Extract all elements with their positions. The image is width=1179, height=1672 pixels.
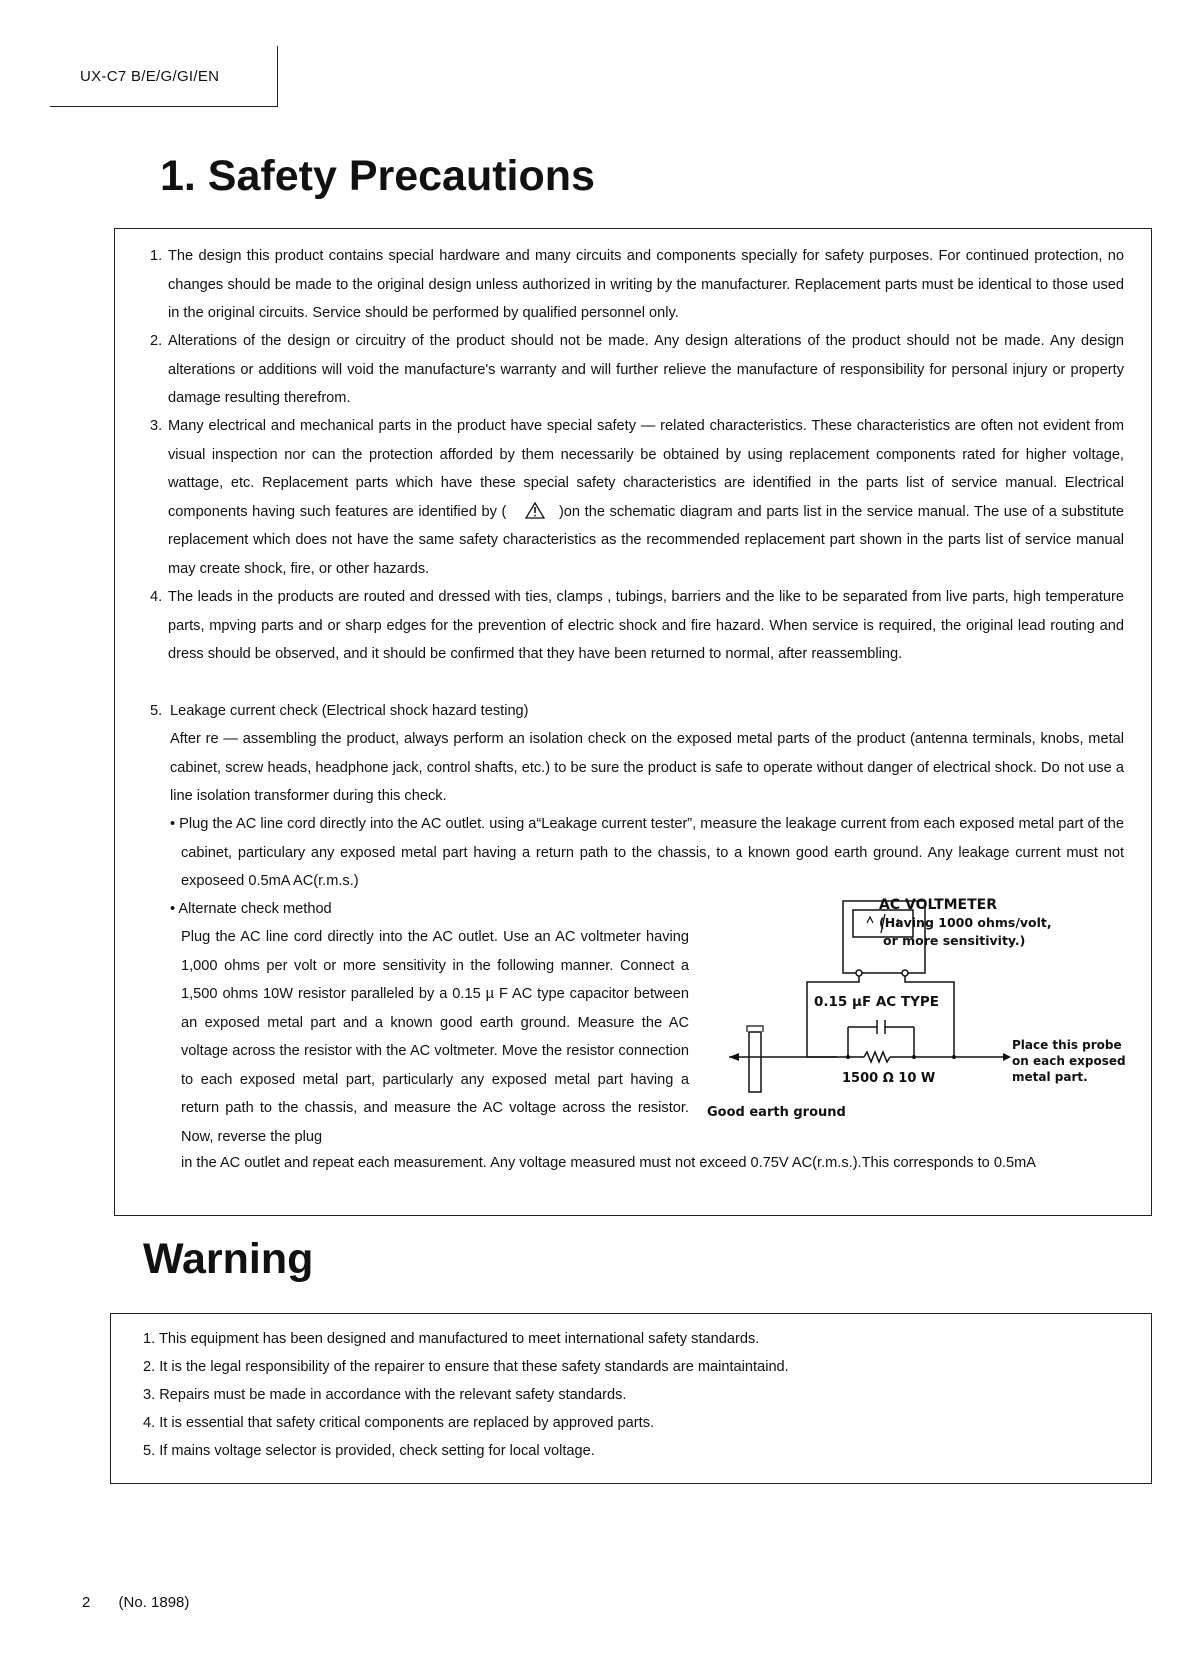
safety-item-5-heading: Leakage current check (Electrical shock hazard testing) — [170, 703, 529, 719]
ground-label: Good earth ground — [707, 1105, 846, 1120]
warning-item: 3. Repairs must be made in accordance with the relevant safety standards. — [143, 1387, 627, 1403]
header-rule-horizontal — [50, 106, 278, 107]
safety-item-3 — [168, 412, 1124, 583]
safety-item-4: The leads in the products are routed and dressed with ties, clamps , tubings, barriers and the like to be separated from live parts, high temperature parts, mpving parts and or sharp edges for the prevention of electric shock and fire hazard. When service is required, the original lead routing and dress should be observed, and it should be confirmed that they have been returned to normal, after reassembling. — [168, 589, 1124, 662]
warning-item: 1. This equipment has been designed and manufactured to meet international safety standards. — [143, 1331, 760, 1347]
warning-item: 4. It is essential that safety critical components are replaced by approved parts. — [143, 1415, 655, 1431]
model-identifier: UX-C7 B/E/G/GI/EN — [80, 68, 220, 85]
document-number: (No. 1898) — [118, 1594, 190, 1611]
safety-item-number: 4. — [150, 589, 163, 605]
resistor-label: 1500 Ω 10 W — [842, 1071, 936, 1086]
voltmeter-label: AC VOLTMETER — [879, 897, 998, 913]
warning-list — [143, 1325, 789, 1465]
safety-precautions-title: 1. Safety Precautions — [160, 152, 595, 200]
leakage-test-circuit-diagram — [707, 897, 1152, 1140]
page-number: 2 — [82, 1594, 91, 1611]
alternate-check-text: Plug the AC line cord directly into the AC outlet. Use an AC voltmeter having 1,000 ohms per volt or more sensitivity in the following manner. Connect a 1,500 ohms 10W resistor paralleled by a 0.15 µ F AC type capacitor between an exposed metal part and a known good earth ground. Measure the AC voltage across the resistor with the AC voltmeter. Move the resistor connection to each exposed metal part, particularly any exposed metal part having a return path to the chassis, and measure the AC voltage across the resistor. Now, reverse the plug — [181, 929, 689, 1145]
safety-item-number: 5. — [150, 703, 163, 719]
safety-item-5-intro: After re — assembling the product, always perform an isolation check on the exposed metal parts of the product (antenna terminals, knobs, metal cabinet, screw heads, headphone jack, control shafts, etc.) to be sure the product is safe to operate without danger of electrical shock. Do not use a line isolation transformer during this check. — [170, 731, 1124, 804]
safety-item-number: 1. — [150, 248, 163, 264]
alternate-check-conclusion: in the AC outlet and repeat each measurement. Any voltage measured must not exceed 0.75V AC(r.m.s.).This corresponds to 0.5mA — [181, 1155, 1036, 1171]
voltmeter-sensitivity-label: or more sensitivity.) — [883, 933, 1026, 948]
safety-item-2: Alterations of the design or circuitry of the product should not be made. Any design alterations of the product should not be made. Any design alterations or additions will void the manufacture's warranty and will further relieve the manufacture of responsibility for personal injury or property damage resulting therefrom. — [168, 333, 1124, 406]
warning-triangle-icon — [525, 502, 545, 519]
probe-label-line2: on each exposed — [1012, 1054, 1126, 1068]
safety-item-number: 2. — [150, 333, 163, 349]
safety-item-3-part-a: Many electrical and mechanical parts in the product have special safety — related characteristics. These characteristics are often not evident from visual inspection nor can the protection afforded by them necessarily be obtained by using replacement components rated for higher voltage, wattage, etc. Replacement parts which have these special safety characteristics are identified in the parts list of service manual. Electrical components having such features are identified by ( — [168, 418, 1124, 520]
warning-item: 5. If mains voltage selector is provided, check setting for local voltage. — [143, 1443, 595, 1459]
leakage-tester-bullet: • Plug the AC line cord directly into the AC outlet. using a“Leakage current tester”, measure the leakage current from each exposed metal part of the cabinet, particulary any exposed metal part having a return path to the chassis, to a known good earth ground. Any leakage current must not exposeed 0.5mA AC(r.m.s.) — [170, 816, 1124, 889]
alternate-check-heading: • Alternate check method — [170, 901, 332, 917]
safety-item-number: 3. — [150, 418, 163, 434]
safety-item-3-part-b: )on the schematic diagram and parts list in the service manual. The use of a substitute replacement which does not have the same safety characteristics as the recommended replacement part shown in the parts list of service manual may create shock, fire, or other hazards. — [168, 503, 1125, 577]
voltmeter-spec-label: (Having 1000 ohms/volt, — [879, 915, 1052, 930]
safety-item-1: The design this product contains special hardware and many circuits and components specially for safety purposes. For continued protection, no changes should be made to the original design unless authorized in writing by the manufacturer. Replacement parts must be identical to those used in the original circuits. Service should be performed by qualified personnel only. — [168, 248, 1124, 321]
probe-label-line3: metal part. — [1012, 1070, 1088, 1084]
header-rule-vertical — [277, 46, 278, 107]
warning-item: 2. It is the legal responsibility of the repairer to ensure that these safety standards are maintaintaind. — [143, 1359, 789, 1375]
probe-label-line1: Place this probe — [1012, 1038, 1122, 1052]
warning-title: Warning — [143, 1235, 314, 1283]
page-footer — [82, 1594, 189, 1611]
capacitor-label: 0.15 µF AC TYPE — [814, 994, 940, 1010]
